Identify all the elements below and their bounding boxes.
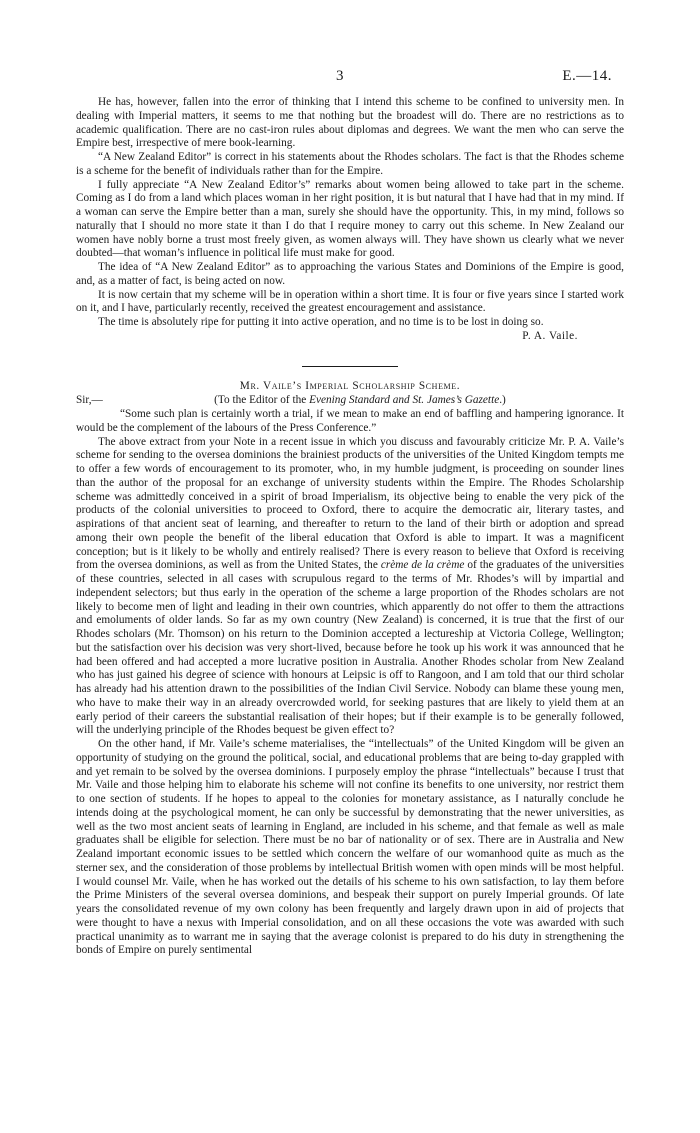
- quoted-extract: “Some such plan is certainly worth a trial, if we mean to make an end of baffling and hampering ignorance. It would be the complement of the labours of the Press Conference.”: [76, 408, 624, 434]
- paragraph: It is now certain that my scheme will be in operation within a short time. It is four or five years since I started work on it, and I have, particularly recently, received the greatest encouragement and assistance.: [76, 288, 624, 315]
- section-title: Mr. Vaile’s Imperial Scholarship Scheme.: [239, 379, 461, 392]
- salutation-row: [76, 394, 624, 408]
- salutation: Sir,—: [76, 394, 103, 407]
- closing-paragraph: The time is absolutely ripe for putting it into active operation, and no time is to be lost in doing so.: [98, 316, 544, 328]
- section-divider: [302, 366, 398, 367]
- page-number: 3: [336, 68, 344, 84]
- document-reference: E.—14.: [562, 68, 612, 84]
- paragraph: The idea of “A New Zealand Editor” as to approaching the various States and Dominions of the Empire is good, and, as a matter of fact, is being acted on now.: [76, 261, 624, 287]
- paragraph: On the other hand, if Mr. Vaile’s scheme materialises, the “intellectuals” of the United Kingdom will be given an opportunity of studying on the ground the political, social, and educational problems that are being to-day grappled with and yet remain to be solved by the oversea dominions. I purposely employ the phrase “intellectuals” because I trust that Mr. Vaile and those helping him to elaborate his scheme will not confine its benefits to one university, nor restrict them to one section of students. If he hopes to appeal to the colonies for monetary assistance, as I naturally conclude he intends doing at the psychological moment, he can only be successful by demonstrating that the newer universities, as well as the two most ancient seats of learning in England, are included in his scheme, and that female as well as male graduates shall be eligible for selection. There must be no bar of nationality or of sex. There are in Australia and New Zealand important economic issues to be settled which concern the welfare of our womanhood quite as much as the sterner sex, and the consideration of those problems by intellectual British women with open minds will be most helpful. I would counsel Mr. Vaile, when he has worked out the details of his scheme to his own satisfaction, to lay them before the Prime Ministers of the several oversea dominions, and bespeak their support on purely Imperial grounds. Of late years the consolidated revenue of my own colony has been frequently and largely drawn upon in aid of projects that were thought to have a nexus with Imperial consolidation, and on all these occasions the vote was awarded with such practical unanimity as to warrant me in saying that the average colonist is prepared to do his duty in strengthening the bonds of Empire on purely sentimental: [76, 738, 624, 957]
- signature-row: [76, 330, 624, 344]
- paragraph: The above extract from your Note in a recent issue in which you discuss and favourably criticize Mr. P. A. Vaile’s scheme for sending to the oversea dominions the brainiest products of the universities of the United Kingdom tempts me to offer a few words of encouragement to its promoter, who, in my humble judgment, is proceeding on sounder lines than the author of the proposal for an exchange of university students within the Empire. The Rhodes Scholarship scheme was admittedly conceived in a spirit of broad Imperialism, its objective being to enable the very pick of the products of the colonial universities to proceed to Oxford, there to acquire the democratic air, literary tastes, and aspirations of that ancient seat of learning, and thereafter to return to the land of their birth or adoption and spread among their own people the benefit of the liberal education that Oxford is able to impart. It was a magnificent conception; but is it likely to be wholly and entirely realised? There is every reason to believe that Oxford is receiving from the oversea dominions, as well as from the United States, the crème de la crème of the graduates of the universities of these countries, selected in all cases with scrupulous regard to the terms of Mr. Rhodes’s will by impartial and independent selectors; but thus early in the operation of the scheme a large proportion of the Rhodes scholars are not likely to become men of light and leading in their own countries, which apparently do not offer to them the attractions and emoluments of older lands. So far as my own country (New Zealand) is concerned, it is true that the first of our Rhodes scholars (Mr. Thomson) on his return to the Dominion accepted a lectureship at Victoria College, Wellington; but the satisfaction over his decision was very short-lived, because before he took up his work it was announced that he had been offered and had accepted a more lucrative position in Australia. Another Rhodes scholar from New Zealand who has just gained his degree of science with honours at Leipsic is off to Rangoon, and I am told that our third scholar has already had his attention drawn to the possibilities of the Indian Civil Service. Nobody can blame these young men, who have to make their way in an already overcrowded world, for seeking pastures that are likely to yield them at an early period of their careers the substantial realisation of their hopes; but if their example is to be generally followed, will the underlying principle of the Rhodes bequest be given effect to?: [76, 435, 624, 737]
- addressee-line: (To the Editor of the Evening Standard and St. James’s Gazette.): [214, 394, 506, 407]
- publication-name: Evening Standard and St. James’s Gazette: [309, 394, 500, 407]
- paragraph: I fully appreciate “A New Zealand Editor’s” remarks about women being allowed to take part in the scheme. Coming as I do from a land which places woman in her right position, it is but natural that I have had that in my mind. If a woman can serve the Empire better than a man, surely she should have the opportunity. This, in my mind, follows so naturally that I should no more state it than I do that I require money to carry out this scheme. In New Zealand our women have nobly borne a trust most freely given, as women always will. They have shown us clearly what we never doubted—that woman’s influence in political life must make for good.: [76, 178, 624, 260]
- paragraph: “A New Zealand Editor” is correct in his statements about the Rhodes scholars. The fact is that the Rhodes scheme is a scheme for the benefit of individuals rather than for the Empire.: [76, 151, 624, 177]
- document-body: [76, 96, 624, 958]
- signature: P. A. Vaile.: [522, 329, 578, 342]
- paragraph: He has, however, fallen into the error of thinking that I intend this scheme to be confined to university men. In dealing with Imperial matters, it seems to me that nothing but the broadest will do. There are no restrictions as to academic qualification. There are no cast-iron rules about diplomas and degrees. We want the men who can serve the Empire best, irrespective of mere book-learning.: [76, 96, 624, 150]
